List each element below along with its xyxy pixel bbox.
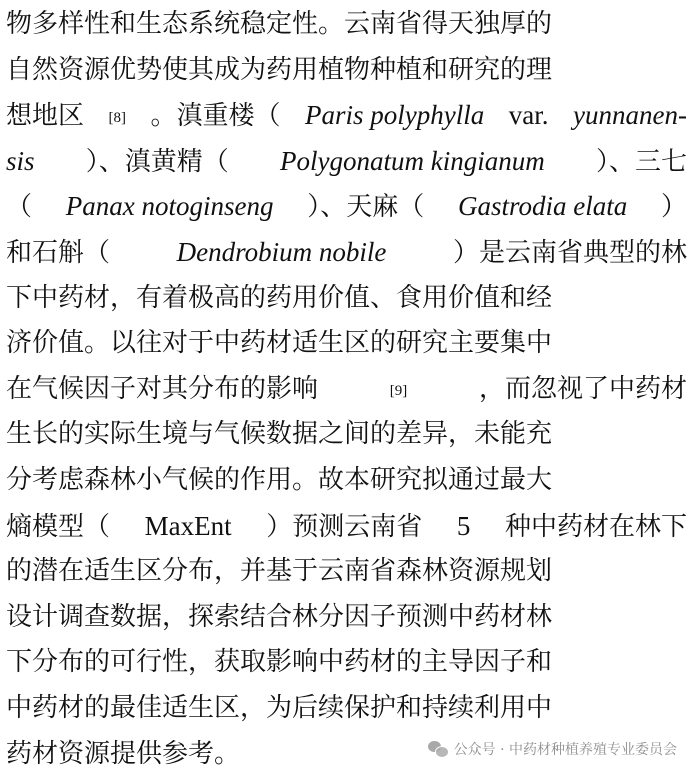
text-segment: 。滇重楼（ <box>151 94 281 140</box>
wechat-icon <box>428 741 448 757</box>
text-segment: var. <box>509 93 549 139</box>
text-line <box>6 184 687 230</box>
species-name: Polygonatum kingianum <box>280 139 545 185</box>
text-line <box>6 504 687 550</box>
text-segment: 分考虑森林小气候的作用。故本研究拟通过最大 <box>6 458 552 504</box>
text-line <box>6 321 687 367</box>
watermark-text: 公众号 · 中药材种植养殖专业委员会 <box>454 739 677 759</box>
text-line <box>6 276 687 322</box>
species-name: sis <box>6 139 35 185</box>
species-name: Panax notoginseng <box>66 184 274 230</box>
text-line <box>6 412 687 458</box>
text-segment: ，而忽视了中药材 <box>479 367 687 413</box>
text-segment: 和石斛（ <box>6 231 110 277</box>
text-segment: 想地区 <box>6 94 84 140</box>
text-line <box>6 230 687 276</box>
text-line <box>6 48 687 94</box>
watermark <box>424 737 681 761</box>
text-segment: 济价值。以往对于中药材适生区的研究主要集中 <box>6 321 552 367</box>
text-segment: 下分布的可行性，获取影响中药材的主导因子和 <box>6 640 552 686</box>
text-segment: 熵模型（ <box>6 505 110 551</box>
text-segment: ）是云南省典型的林 <box>453 231 687 277</box>
text-line <box>6 686 687 732</box>
text-segment: 的潜在适生区分布，并基于云南省森林资源规划 <box>6 549 552 595</box>
text-segment: （ <box>6 185 32 231</box>
text-segment: 生长的实际生境与气候数据之间的差异，未能充 <box>6 412 552 458</box>
text-line <box>6 458 687 504</box>
text-line <box>6 139 687 185</box>
species-name: Paris polyphylla <box>305 93 484 139</box>
text-line: 在气候因子对其分布的影响 [9] ，而忽视了中药材 <box>6 367 687 413</box>
text-segment: ） <box>661 185 687 231</box>
text-segment: 种中药材在林下 <box>505 505 687 551</box>
text-segment: 设计调查数据，探索结合林分因子预测中药材林 <box>6 595 552 641</box>
text-segment: 下中药材，有着极高的药用价值、食用价值和经 <box>6 276 552 322</box>
text-segment: MaxEnt <box>145 504 232 550</box>
text-line <box>6 640 687 686</box>
text-segment: 物多样性和生态系统稳定性。云南省得天独厚的 <box>6 2 552 48</box>
text-line: 想地区 [8] 。滇重楼（ Paris polyphylla var. yunnanen- <box>6 93 687 139</box>
text-segment: 中药材的最佳适生区，为后续保护和持续利用中 <box>6 686 552 732</box>
text-line <box>6 549 687 595</box>
text-segment: ）、三七 <box>596 140 687 186</box>
article-paragraph <box>6 2 687 777</box>
species-name: Dendrobium nobile <box>177 230 387 276</box>
species-name: yunnanen- <box>573 93 687 139</box>
text-segment: 自然资源优势使其成为药用植物种植和研究的理 <box>6 48 552 94</box>
text-segment: 在气候因子对其分布的影响 <box>6 367 318 413</box>
text-segment: ）、滇黄精（ <box>86 140 229 186</box>
text-segment: 药材资源提供参考。 <box>6 732 240 777</box>
text-line <box>6 2 687 48</box>
text-segment: ）、天麻（ <box>307 185 424 231</box>
text-segment: ）预测云南省 <box>266 505 422 551</box>
text-line <box>6 595 687 641</box>
species-name: Gastrodia elata <box>458 184 627 230</box>
text-segment: 5 <box>457 504 471 550</box>
